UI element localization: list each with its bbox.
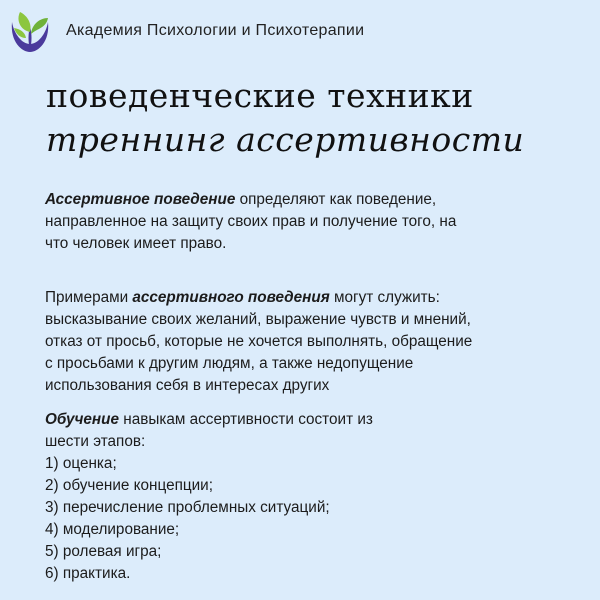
- training-emphasis: Обучение: [45, 411, 120, 428]
- definition-text: что человек имеет право.: [45, 235, 227, 252]
- academy-logo-icon: [8, 8, 52, 56]
- list-item: 1) оценка;: [45, 455, 117, 472]
- definition-text: направленное на защиту своих прав и получение того, на: [45, 213, 457, 230]
- examples-text: могут служить:: [329, 289, 440, 306]
- definition-text: определяют как поведение,: [235, 191, 437, 208]
- list-item: 6) практика.: [45, 565, 131, 582]
- training-text: навыкам ассертивности состоит из: [119, 411, 373, 428]
- list-item: 2) обучение концепции;: [45, 477, 213, 494]
- training-paragraph: [45, 409, 565, 585]
- organization-name: Академия Психологии и Психотерапии: [66, 22, 365, 39]
- list-item: 5) ролевая игра;: [45, 543, 162, 560]
- examples-text: отказ от просьб, которые не хочется выполнять, обращение: [45, 333, 473, 350]
- page-title: поведенческие техники: [46, 76, 474, 115]
- examples-text: высказывание своих желаний, выражение чувств и мнений,: [45, 311, 471, 328]
- examples-text: с просьбами к другим людям, а также недопущение: [45, 355, 414, 372]
- examples-paragraph: [45, 287, 565, 397]
- definition-paragraph: [45, 189, 565, 255]
- examples-emphasis: ассертивного поведения: [132, 289, 330, 306]
- page-subtitle: треннинг ассертивности: [46, 120, 525, 159]
- training-text: шести этапов:: [45, 433, 146, 450]
- list-item: 4) моделирование;: [45, 521, 180, 538]
- definition-emphasis: Ассертивное поведение: [45, 191, 236, 208]
- list-item: 3) перечисление проблемных ситуаций;: [45, 499, 330, 516]
- examples-text: использования себя в интересах других: [45, 377, 330, 394]
- examples-text: Примерами: [45, 289, 133, 306]
